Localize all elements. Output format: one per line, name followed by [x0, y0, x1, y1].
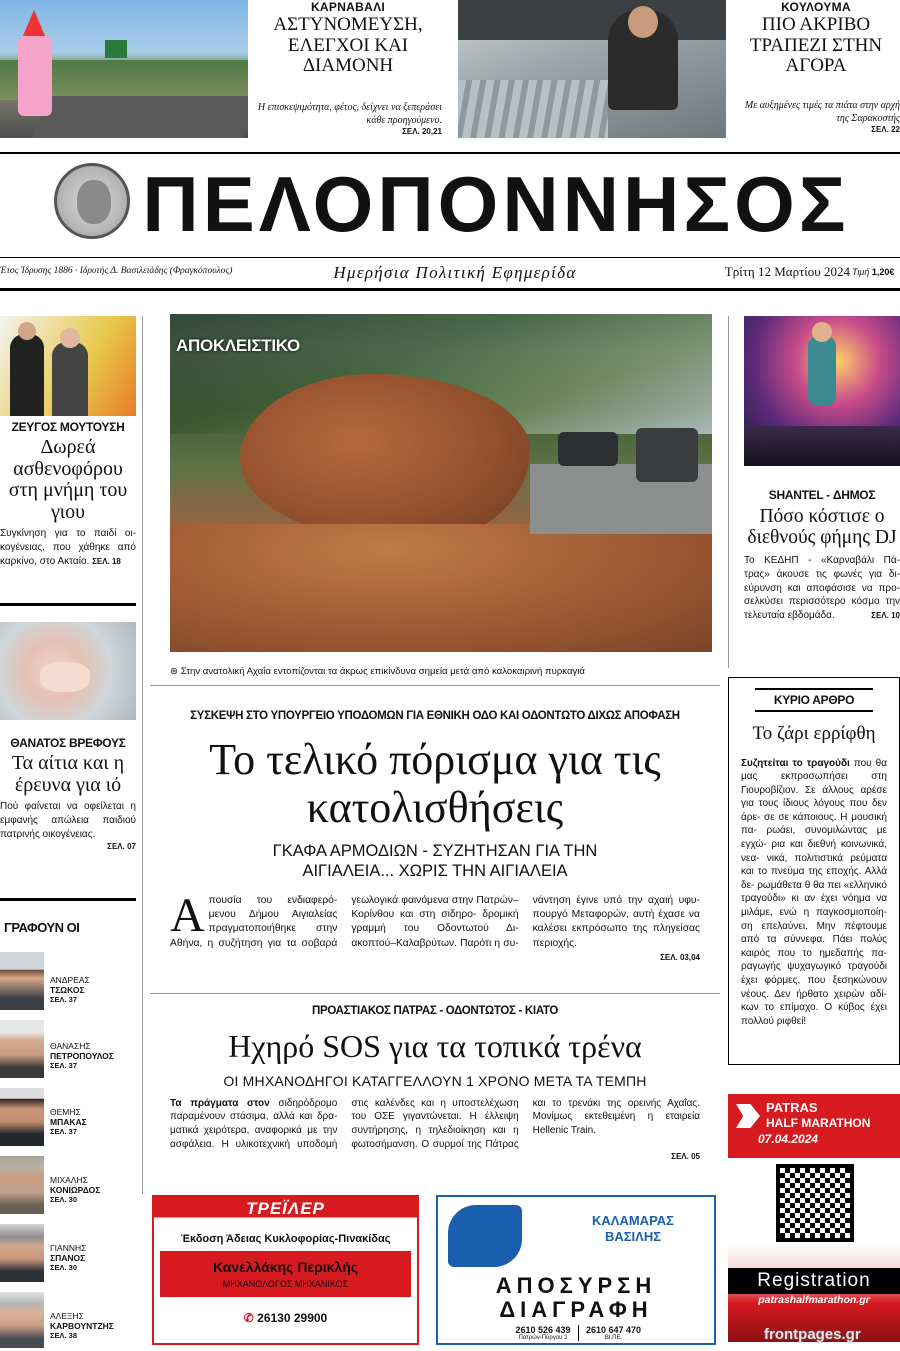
page-ref: ΣΕΛ. 05 — [671, 1151, 700, 1161]
qr-code-icon — [776, 1164, 854, 1242]
writer-avatar — [0, 1020, 44, 1078]
teaser — [0, 527, 136, 568]
kicker: SHANTEL - ΔΗΜΟΣ — [768, 488, 876, 502]
kalamaras-ad[interactable] — [436, 1195, 716, 1345]
second-story[interactable] — [150, 1000, 720, 1161]
watermark: frontpages.gr — [764, 1326, 861, 1343]
subheadline: ΟΙ ΜΗΧΑΝΟΔΗΓΟΙ ΚΑΤΑΓΓΕΛΛΟΥΝ 1 ΧΡΟΝΟ ΜΕΤΑ ΤΑ ΤΕΜΠΗ — [223, 1072, 647, 1089]
headline: Το ζάρι ερρίφθη — [752, 723, 876, 744]
price-label: Τιμή — [852, 267, 870, 277]
price-value: 1,20€ — [871, 267, 895, 277]
addr1: Πατρών-Πύργου 2 — [518, 1335, 568, 1341]
kicker: ΣΥΣΚΕΨΗ ΣΤΟ ΥΠΟΥΡΓΕΙΟ ΥΠΟΔΟΜΩΝ ΓΙΑ ΕΘΝΙΚΗ ΟΔΟ ΚΑΙ ΟΔΟΝΤΩΤΟ ΔΙΧΩΣ ΑΠΟΦΑΣΗ — [190, 710, 680, 722]
issue-date: Τρίτη 12 Μαρτίου 2024 — [724, 264, 850, 279]
article-body — [170, 889, 700, 951]
writer-page: ΣΕΛ. 37 — [50, 1126, 78, 1136]
ad-brand: ΤΡΕΪΛΕΡ — [246, 1199, 325, 1218]
top-right-story[interactable] — [732, 0, 900, 150]
writer-page: ΣΕΛ. 37 — [50, 994, 78, 1004]
teaser: Με αυξημένες τιμές τα πιάτα στην αρχή της Σαρακοστής — [744, 99, 900, 124]
article-text: πουσία του ενδιαφερό- μενου Δήμου Αιγιαλείας πραγματοποιήθηκε στην Αθήνα, η συζήτηση για τα σοβαρά γεωλογικά φαινόμενα στην Πατρών–Κορίνθου και στη σιδηρο- δρομική γραμμή του Οδοντωτού Δι- ακοπτού–Καλαβρύτων. Παρότι η συ- νάντηση έγινε υπό την αχαιή υφυ- πουργό Μεταφορών, αυτή έχασε να καλέσει εκπρόσωπο της πληγείσας περιοχής. — [170, 895, 700, 949]
phone-icon: ✆ — [243, 1311, 258, 1325]
writers-label: ΓΡΑΦΟΥΝ ΟΙ — [4, 920, 80, 935]
writer-item[interactable] — [0, 1086, 136, 1154]
writer-avatar — [0, 1088, 44, 1146]
phone-block-2 — [578, 1325, 648, 1341]
headline: Ηχηρό SOS για τα τοπικά τρένα — [228, 1028, 642, 1064]
kicker: ΚΟΥΛΟΥΜΑ — [781, 0, 851, 14]
concert-photo — [744, 316, 900, 466]
photo-caption — [170, 666, 712, 677]
headline: Τα αίτια και η έρευνα για ιό — [11, 752, 125, 796]
subtitle: Ημερήσια Πολιτική Εφημερίδα — [333, 263, 577, 282]
writer-avatar — [0, 1292, 44, 1348]
carnival-photo — [0, 0, 248, 138]
writer-item[interactable] — [0, 1222, 136, 1290]
right-story-1[interactable] — [744, 488, 900, 620]
writer-first: ΘΑΝΑΣΗΣ — [50, 1041, 91, 1051]
ad-name: Κανελλάκης Περικλής — [212, 1259, 359, 1275]
camera-icon: ⊛ — [170, 666, 181, 677]
page-ref: ΣΕΛ. 20,21 — [402, 126, 442, 136]
writer-last: ΣΠΑΝΟΣ — [50, 1252, 86, 1263]
writer-first: ΘΕΜΗΣ — [50, 1107, 81, 1117]
editorial-box[interactable] — [728, 677, 900, 1065]
phone-number[interactable]: 26130 29900 — [257, 1311, 328, 1325]
writers-list — [0, 950, 136, 1350]
ad-name2: ΒΑΣΙΛΗΣ — [604, 1229, 662, 1244]
headline: Το τελικό πόρισμα για τις κατολισθήσεις — [209, 735, 661, 833]
page-ref: ΣΕΛ. 03,04 — [660, 952, 700, 962]
ad-line1: PATRAS — [766, 1100, 818, 1115]
writer-page: ΣΕΛ. 30 — [50, 1262, 78, 1272]
writer-last: ΚΟΝΙΩΡΔΟΣ — [50, 1184, 101, 1195]
writer-last: ΜΠΑΚΑΣ — [50, 1116, 87, 1127]
teaser: Το ΚΕΔΗΠ - «Καρναβάλι Πά- τρας» άκουσε τις φωνές για δι- εύρυνση και αποφάσισε να προ- σελκύσει περισσότερο κόσμο την τελευταία εβδομάδα. — [744, 555, 900, 622]
page-ref: ΣΕΛ. 22 — [871, 124, 900, 134]
page-ref: ΣΕΛ. 10 — [871, 611, 900, 621]
kicker: ΘΑΝΑΤΟΣ ΒΡΕΦΟΥΣ — [10, 736, 126, 750]
editorial-text: που θα μας εκπροσωπήσει στη Γιουροβίζιον. Σε άλλους αρέσε για τους ίδιους λόγους που δεν άρε- σε σε κάποιους. Η μουσική πα- ρωάει, συνομιλώντας με εγχώ- ρια και διεθνή κοινωνικά, νεα- νικά, πολιτιστικά ρεύματα και το πνεύμα της εποχής. Αλλά δε- ρωμάθετα θ θα πει «ελληνικό τραγούδι» κι αν έχει νόημα να μιλάμε, ενώ η παγκοσμιοποίη- ση επελαύνει. Μην πέφτουμε από τα σύννεφα. Πάει πολύς καιρός που το ημεδαπής πα- ραγωγής ψυχαγωγικό τραγούδι έχει φόρμες, που ξεσηκώνουν νέους. Δεν ήρθατο χειρών αδί- κων το επίμαχο. Ο κύβος έχει πολλού ριφθεί! — [741, 757, 887, 1027]
writer-avatar — [0, 952, 44, 1010]
ad-url[interactable]: patrashalfmarathon.gr — [758, 1294, 870, 1306]
headline: Πόσο κόστισε ο διεθνούς φήμης DJ — [747, 506, 897, 549]
kicker: ΚΥΡΙΟ ΑΡΘΡΟ — [755, 688, 873, 712]
ad-date: 07.04.2024 — [758, 1132, 819, 1146]
ad-role: ΜΗΧΑΝΟΛΟΓΟΣ ΜΗΧΑΝΙΚΟΣ — [222, 1279, 349, 1289]
lead-words: Συζητείται το τραγούδι — [741, 757, 850, 769]
writer-avatar — [0, 1156, 44, 1214]
phone1[interactable]: 2610 526 439 — [515, 1325, 571, 1335]
writer-item[interactable] — [0, 950, 136, 1018]
kicker: ΚΑΡΝΑΒΑΛΙ — [310, 0, 386, 14]
masthead-logo-icon — [54, 163, 130, 239]
phone-block-1 — [508, 1325, 578, 1341]
writer-last: ΤΣΩΚΟΣ — [50, 984, 85, 995]
addr2: ΒΙ.ΠΕ. — [604, 1335, 623, 1341]
ad-line2: HALF MARATHON — [766, 1116, 871, 1130]
subheadline: ΓΚΑΦΑ ΑΡΜΟΔΙΩΝ - ΣΥΖΗΤΗΣΑΝ ΓΙΑ ΤΗΝ ΑΙΓΙΑΛΕΙΑ... ΧΩΡΙΣ ΤΗΝ ΑΙΓΙΑΛΕΙΑ — [272, 841, 598, 881]
teaser: Η επισκεψιμότητα, φέτος, δείχνει να ξεπεράσει κάθε προηγούμενο. — [257, 101, 442, 126]
trailer-ad[interactable] — [152, 1195, 419, 1345]
teaser: Πού φαίνεται να οφείλεται η εμφανής απώλεια παιδιού πατρινής οικογένειας. — [0, 801, 136, 840]
writer-first: ΑΝΔΡΕΑΣ — [50, 975, 90, 985]
article-text: σιδηρόδρομο παραμένουν στάσιμα, αλλά και δρα- ματικά χειρότερα, αναφορικά με την ασφάλεια. Η υλικοτεχνική υποδομή στις καλένδες και η υποστελέχωση του ΟΣΕ γιγαντώνεται. Η έλλειψη συντήρησης, η τηλεδιοίκηση και η φωτοσήμανση. Ο συρμοί της Πάτρας και το τρενάκι της ορεινής Αχαΐας. Μονίμως εκτεθειμένη η εταιρεία Hellenic Train. — [170, 1097, 700, 1150]
left-story-1[interactable] — [0, 420, 136, 569]
teaser-text: Συγκίνηση για το παιδί οι- κογένειας, που χάθηκε από καρκίνο, στο Ακταίο. — [0, 528, 136, 567]
headline: ΑΣΤΥΝΟΜΕΥΣΗ, ΕΛΕΓΧΟΙ ΚΑΙ ΔΙΑΜΟΝΗ — [273, 14, 423, 77]
writer-first: ΑΛΕΞΗΣ — [50, 1311, 84, 1321]
writer-item[interactable] — [0, 1018, 136, 1086]
writer-item[interactable] — [0, 1290, 136, 1350]
ad-line1: ΑΠΟΣΥΡΣΗ — [495, 1273, 657, 1298]
ad-line2: ΔΙΑΓΡΑΦΗ — [499, 1297, 653, 1322]
kicker: ΠΡΟΑΣΤΙΑΚΟΣ ΠΑΤΡΑΣ - ΟΔΟΝΤΩΤΟΣ - ΚΙΑΤΟ — [311, 1005, 559, 1017]
writer-avatar — [0, 1224, 44, 1282]
baby-photo — [0, 622, 136, 720]
landslide-photo — [170, 314, 712, 652]
headline: Δωρεά ασθενοφόρου στη μνήμη του γιου — [8, 436, 128, 523]
page-ref: ΣΕΛ. 18 — [92, 556, 121, 566]
left-story-2[interactable] — [0, 736, 136, 851]
ad-line1: Έκδοση Άδειας Κυκλοφορίας-Πινακίδας — [180, 1233, 391, 1245]
writer-page: ΣΕΛ. 38 — [50, 1330, 78, 1340]
ad-name1: ΚΑΛΑΜΑΡΑΣ — [592, 1213, 674, 1228]
exclusive-badge: ΑΠΟΚΛΕΙΣΤΙΚΟ — [176, 336, 300, 355]
fish-market-photo — [458, 0, 726, 138]
writer-first: ΜΙΧΑΛΗΣ — [50, 1175, 88, 1185]
kb-logo-icon — [448, 1205, 522, 1267]
caption-text: Στην ανατολική Αχαΐα εντοπίζονται τα άκρως επικίνδυνα σημεία μετά από καλοκαιρινή πυρκαγιά — [180, 666, 585, 677]
writer-first: ΓΙΑΝΝΗΣ — [50, 1243, 87, 1253]
half-marathon-ad[interactable] — [728, 1094, 900, 1342]
writer-page: ΣΕΛ. 37 — [50, 1060, 78, 1070]
lead-words: Τα πράγματα στον — [170, 1097, 270, 1109]
page-ref: ΣΕΛ. 07 — [107, 841, 136, 851]
price — [852, 267, 900, 277]
writer-last: ΠΕΤΡΟΠΟΥΛΟΣ — [50, 1050, 114, 1061]
writer-item[interactable] — [0, 1154, 136, 1222]
headline: ΠΙΟ ΑΚΡΙΒΟ ΤΡΑΠΕΖΙ ΣΤΗΝ ΑΓΟΡΑ — [749, 14, 883, 77]
masthead-title: ΠΕΛΟΠΟΝΝΗΣΟΣ — [142, 160, 850, 248]
lead-story[interactable] — [150, 686, 720, 962]
writer-page: ΣΕΛ. 30 — [50, 1194, 78, 1204]
editorial-body — [741, 757, 887, 1029]
writer-last: ΚΑΡΒΟΥΝΤΖΗΣ — [50, 1320, 114, 1331]
ambulance-photo — [0, 316, 136, 416]
kicker: ΖΕΥΓΟΣ ΜΟΥΤΟΥΣΗ — [11, 420, 125, 434]
article-body — [170, 1097, 700, 1152]
phone2[interactable]: 2610 647 470 — [585, 1325, 642, 1335]
founded-line: Έτος Ίδρυσης 1886 · Ιδρυτής Δ. Βασιλειάδης (Φραγκόπουλος) — [0, 266, 233, 276]
registration-button[interactable]: Registration — [728, 1268, 900, 1294]
ad-phone — [154, 1311, 417, 1325]
drop-cap: Α — [170, 889, 205, 943]
top-left-story[interactable] — [254, 0, 442, 150]
